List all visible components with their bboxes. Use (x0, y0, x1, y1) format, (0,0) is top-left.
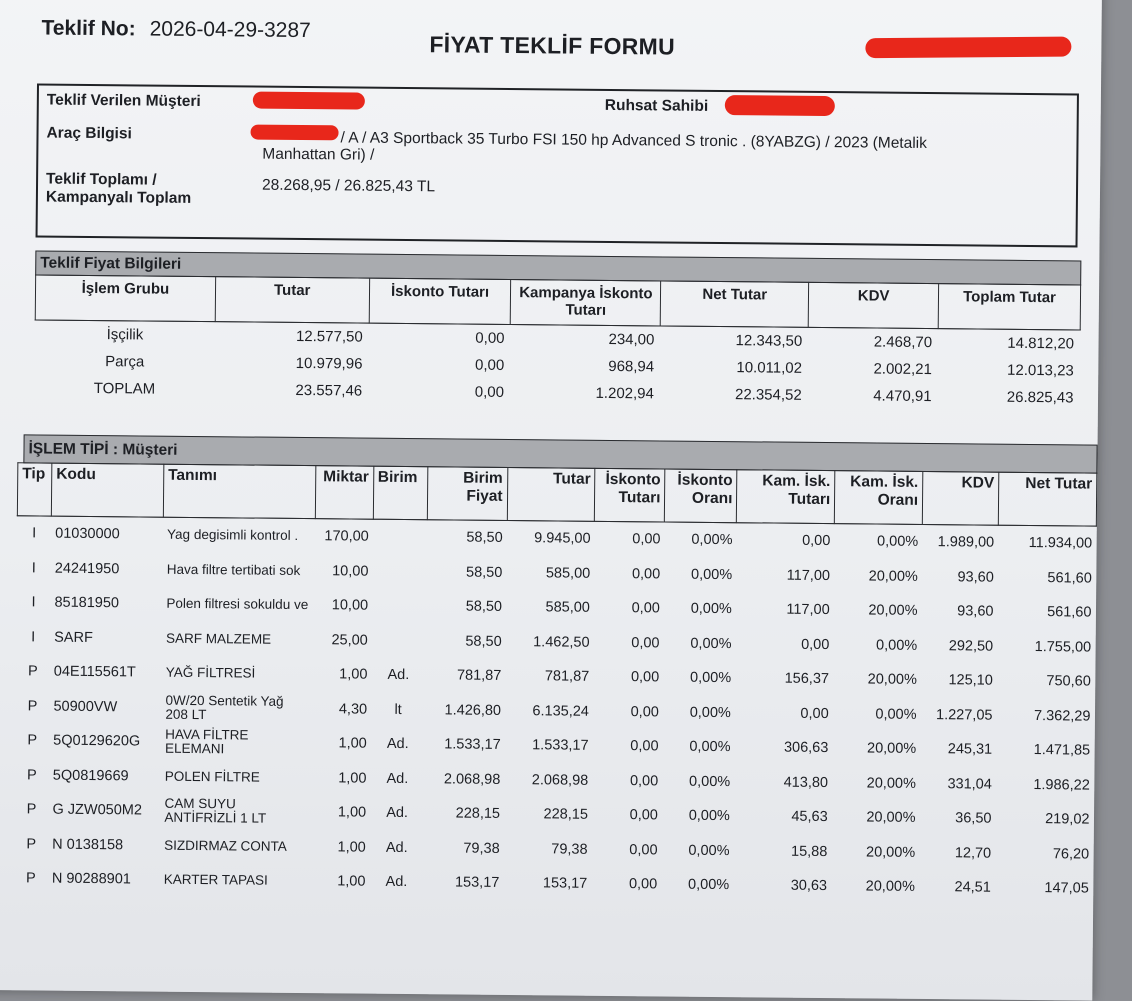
iskonto-tutari-cell: 0,00 (632, 531, 661, 548)
tutar-cell: 585,00 (545, 565, 591, 582)
net-tutar-cell: 1.986,22 (1033, 776, 1090, 794)
summary-value-cell: 23.557,46 (295, 381, 363, 400)
tutar-cell: 585,00 (545, 599, 590, 617)
birim-cell: Ad. (386, 736, 409, 753)
items-header-cell: KDV (922, 471, 998, 525)
iskonto-orani-cell: 0,00% (688, 842, 730, 859)
tutar-cell: 1.462,50 (533, 633, 590, 651)
iskonto-tutari-cell: 0,00 (630, 669, 660, 686)
net-tutar-cell: 1.471,85 (1033, 742, 1091, 759)
kodu-cell: 24241950 (54, 560, 120, 578)
kam-isk-orani-cell: 0,00% (877, 533, 919, 551)
kam-isk-orani-cell: 20,00% (868, 602, 918, 620)
kodu-cell: 50900VW (53, 698, 118, 716)
iskonto-orani-cell: 0,00% (689, 738, 731, 756)
summary-value-cell: 10.979,96 (295, 354, 363, 373)
kam-isk-orani-cell: 20,00% (868, 568, 918, 585)
tanim-cell: Yag degisimli kontrol . (167, 526, 299, 544)
birim-cell: Ad. (386, 770, 409, 787)
tip-cell: P (26, 836, 37, 853)
tanim-cell: CAM SUYU ANTİFRİZLİ 1 LT (164, 795, 267, 826)
kam-isk-orani-cell: 0,00% (876, 637, 918, 654)
birim-cell: lt (394, 701, 402, 718)
tutar-cell: 781,87 (544, 668, 590, 686)
kam-isk-tutari-cell: 117,00 (786, 567, 831, 584)
items-header-cell: Kam. İsk. Tutarı (737, 470, 835, 524)
miktar-cell: 170,00 (324, 528, 369, 545)
summary-value-cell: 14.812,20 (1007, 334, 1075, 353)
net-tutar-cell: 1.755,00 (1034, 638, 1092, 656)
tip-cell: P (27, 698, 38, 715)
kodu-cell: 5Q0819669 (52, 767, 129, 785)
tutar-cell: 9.945,00 (534, 530, 591, 548)
items-header-cell: Tip (17, 463, 51, 516)
iskonto-tutari-cell: 0,00 (629, 841, 658, 859)
kam-isk-tutari-cell: 0,00 (800, 705, 829, 722)
arac-value-line2: Manhattan Gri) / (262, 145, 375, 164)
miktar-cell: 10,00 (331, 597, 369, 614)
kam-isk-orani-cell: 20,00% (866, 809, 916, 827)
kam-isk-orani-cell: 20,00% (865, 878, 915, 896)
kdv-cell: 245,31 (947, 741, 993, 758)
miktar-cell: 1,00 (337, 873, 366, 890)
iskonto-orani-cell: 0,00% (688, 773, 731, 790)
net-tutar-cell: 147,05 (1044, 880, 1089, 897)
birim-cell: Ad. (385, 839, 408, 856)
summary-value-cell: 4.470,91 (873, 387, 932, 406)
tip-cell: I (32, 525, 37, 542)
net-tutar-cell: 561,60 (1047, 569, 1092, 587)
birim-fiyat-cell: 79,38 (463, 840, 500, 857)
kdv-cell: 93,60 (957, 569, 994, 586)
tip-cell: P (27, 663, 38, 680)
tutar-cell: 6.135,24 (532, 702, 590, 720)
kdv-cell: 24,51 (954, 879, 991, 896)
iskonto-tutari-cell: 0,00 (630, 738, 659, 755)
miktar-cell: 25,00 (331, 632, 368, 649)
iskonto-orani-cell: 0,00% (690, 601, 732, 618)
kdv-cell: 292,50 (948, 637, 994, 655)
iskonto-orani-cell: 0,00% (688, 876, 730, 894)
toplam-label-line2: Kampanyalı Toplam (45, 188, 192, 207)
kam-isk-orani-cell: 20,00% (866, 740, 917, 758)
iskonto-tutari-cell: 0,00 (629, 807, 658, 824)
tip-cell: P (27, 732, 38, 749)
summary-section-title: Teklif Fiyat Bilgileri (35, 250, 1081, 285)
tip-cell: I (31, 560, 36, 577)
tanim-cell: Polen filtresi sokuldu ve (166, 595, 309, 613)
kam-isk-tutari-cell: 45,63 (791, 808, 828, 826)
birim-fiyat-cell: 58,50 (465, 633, 502, 650)
iskonto-tutari-cell: 0,00 (629, 772, 659, 790)
summary-value-cell: 26.825,43 (1006, 388, 1074, 407)
miktar-cell: 1,00 (338, 735, 367, 752)
summary-group-cell: İşçilik (106, 326, 144, 344)
redaction-mark (725, 95, 835, 116)
summary-table (34, 274, 1081, 411)
kam-isk-tutari-cell: 15,88 (790, 843, 828, 860)
birim-fiyat-cell: 1.426,80 (444, 702, 502, 719)
summary-value-cell: 12.577,50 (295, 327, 363, 346)
items-header-cell: Kodu (51, 463, 163, 517)
net-tutar-cell: 561,60 (1047, 604, 1092, 621)
tip-cell: I (31, 629, 36, 646)
summary-value-cell: 968,94 (608, 357, 655, 376)
items-header-cell: Tanımı (163, 464, 315, 518)
items-table (13, 462, 1097, 906)
net-tutar-cell: 7.362,29 (1033, 707, 1091, 725)
summary-value-cell: 12.013,23 (1006, 361, 1074, 380)
net-tutar-cell: 11.934,00 (1028, 535, 1093, 552)
net-tutar-cell: 750,60 (1046, 673, 1091, 690)
iskonto-tutari-cell: 0,00 (631, 600, 660, 617)
birim-cell (372, 623, 426, 658)
arac-label: Araç Bilgisi (46, 124, 132, 143)
kodu-cell: 5Q0129620G (53, 732, 141, 750)
teklif-no (41, 16, 310, 43)
items-header-cell: Net Tutar (998, 472, 1096, 526)
tanim-cell: KARTER TAPASI (163, 871, 268, 888)
iskonto-orani-cell: 0,00% (689, 670, 732, 687)
summary-value-cell: 2.468,70 (873, 333, 933, 352)
iskonto-orani-cell: 0,00% (690, 635, 732, 652)
kam-isk-orani-cell: 20,00% (867, 671, 917, 689)
kam-isk-orani-cell: 20,00% (866, 775, 916, 792)
summary-value-cell: 10.011,02 (736, 359, 803, 377)
miktar-cell: 4,30 (338, 701, 368, 718)
birim-cell: Ad. (385, 874, 408, 891)
kodu-cell: 04E115561T (53, 663, 136, 681)
kam-isk-tutari-cell: 413,80 (783, 774, 829, 791)
kdv-cell: 1.227,05 (935, 706, 993, 724)
kam-isk-tutari-cell: 117,00 (786, 601, 830, 619)
tanim-cell: HAVA FİLTRE ELEMANI (164, 726, 249, 757)
summary-value-cell: 12.343,50 (735, 332, 803, 350)
birim-fiyat-cell: 58,50 (465, 564, 503, 581)
birim-cell (372, 554, 426, 589)
net-tutar-cell: 76,20 (1052, 845, 1090, 863)
summary-header-cell: Kampanya İskonto Tutarı (511, 280, 661, 326)
miktar-cell: 10,00 (332, 563, 369, 580)
tip-cell: P (25, 870, 36, 887)
kodu-cell: N 90288901 (51, 870, 131, 888)
tip-cell: P (26, 767, 37, 784)
birim-fiyat-cell: 1.533,17 (444, 736, 501, 754)
kodu-cell: 85181950 (54, 594, 120, 612)
miktar-cell: 1,00 (339, 666, 368, 683)
summary-value-cell: 234,00 (608, 330, 655, 349)
redaction-mark (250, 125, 338, 141)
summary-value-cell: 0,00 (475, 356, 505, 374)
summary-header-cell: Toplam Tutar (938, 284, 1080, 330)
kam-isk-tutari-cell: 0,00 (801, 636, 830, 653)
summary-group-cell: Parça (105, 353, 145, 371)
summary-group-cell: TOPLAM (93, 380, 156, 398)
ruhsat-label: Ruhsat Sahibi (604, 96, 709, 115)
birim-fiyat-cell: 2.068,98 (443, 771, 501, 788)
birim-fiyat-cell: 781,87 (456, 667, 502, 685)
tip-cell: I (31, 594, 36, 611)
form-title: FİYAT TEKLİF FORMU (429, 31, 676, 60)
kodu-cell: N 0138158 (52, 836, 124, 854)
summary-value-cell: 0,00 (475, 329, 505, 347)
miktar-cell: 1,00 (338, 770, 367, 787)
kam-isk-tutari-cell: 30,63 (790, 877, 828, 895)
birim-fiyat-cell: 58,50 (466, 529, 503, 547)
tanim-cell: SIZDIRMAZ CONTA (164, 837, 287, 854)
teklif-no-value: 2026-04-29-3287 (149, 17, 311, 43)
iskonto-tutari-cell: 0,00 (631, 565, 661, 583)
tanim-cell: Hava filtre tertibati sok (166, 561, 301, 578)
iskonto-tutari-cell: 0,00 (630, 703, 659, 721)
iskonto-orani-cell: 0,00% (688, 807, 730, 825)
kam-isk-orani-cell: 0,00% (875, 706, 917, 723)
miktar-cell: 1,00 (337, 804, 367, 821)
tutar-cell: 1.533,17 (532, 737, 589, 755)
kdv-cell: 36,50 (955, 810, 992, 827)
kam-isk-tutari-cell: 156,37 (784, 670, 830, 688)
summary-value-cell: 22.354,52 (734, 386, 802, 404)
birim-fiyat-cell: 228,15 (455, 805, 501, 823)
summary-header-cell: Net Tutar (661, 281, 809, 327)
kdv-cell: 12,70 (954, 845, 992, 862)
items-header-cell: İskonto Tutarı (595, 468, 665, 522)
iskonto-orani-cell: 0,00% (691, 532, 733, 549)
items-header-cell: Birim (373, 466, 427, 520)
summary-value-cell: 2.002,21 (873, 360, 932, 379)
tutar-cell: 2.068,98 (531, 771, 589, 789)
tanim-cell: SARF MALZEME (166, 630, 272, 647)
birim-cell: Ad. (387, 667, 410, 684)
summary-value-cell: 0,00 (474, 383, 505, 401)
tanim-cell: YAĞ FİLTRESİ (165, 664, 256, 681)
tutar-cell: 153,17 (542, 875, 588, 893)
birim-cell (372, 589, 426, 624)
items-header-cell: İskonto Oranı (665, 469, 737, 523)
tanim-cell: POLEN FİLTRE (164, 768, 260, 785)
kodu-cell: G JZW050M2 (52, 801, 143, 819)
summary-value-cell: 1.202,94 (595, 384, 654, 403)
redaction-mark (865, 37, 1071, 59)
musteri-label: Teklif Verilen Müşteri (46, 91, 201, 111)
iskonto-tutari-cell: 0,00 (631, 634, 660, 652)
redaction-mark (253, 92, 365, 110)
kam-isk-orani-cell: 20,00% (865, 844, 916, 861)
kdv-cell: 93,60 (957, 603, 994, 620)
summary-header-cell: Tutar (215, 277, 369, 323)
kdv-cell: 331,04 (947, 775, 992, 793)
kodu-cell: 01030000 (55, 525, 120, 543)
tip-cell: P (26, 801, 37, 818)
arac-value-line1: / A / A3 Sportback 35 Turbo FSI 150 hp Advanced S tronic . (8YABZG) / 2023 (Metalik (340, 129, 928, 153)
iskonto-orani-cell: 0,00% (689, 704, 731, 721)
birim-cell: Ad. (386, 805, 409, 822)
birim-cell (373, 519, 427, 555)
items-header-cell: Miktar (315, 466, 373, 520)
kdv-cell: 1.989,00 (937, 534, 995, 551)
customer-info-box (36, 83, 1079, 247)
net-tutar-cell: 219,02 (1045, 811, 1090, 828)
kam-isk-tutari-cell: 0,00 (802, 533, 831, 550)
kam-isk-tutari-cell: 306,63 (783, 739, 829, 757)
toplam-label-line1: Teklif Toplamı / (46, 170, 157, 189)
summary-header-cell: İskonto Tutarı (369, 278, 511, 324)
tanim-cell: 0W/20 Sentetik Yağ 208 LT (165, 692, 284, 722)
teklif-no-label: Teklif No: (41, 16, 136, 41)
items-section-title: İŞLEM TİPİ : Müşteri (23, 434, 1097, 473)
items-header-cell: Tutar (507, 467, 595, 521)
miktar-cell: 1,00 (337, 839, 366, 856)
birim-fiyat-cell: 153,17 (454, 874, 500, 892)
items-header-cell: Kam. İsk. Oranı (835, 471, 923, 525)
birim-fiyat-cell: 58,50 (465, 598, 503, 616)
summary-header-cell: KDV (808, 282, 938, 328)
kdv-cell: 125,10 (948, 672, 993, 689)
tutar-cell: 79,38 (551, 841, 588, 858)
items-header-cell: Birim Fiyat (427, 467, 507, 521)
toplam-value: 28.268,95 / 26.825,43 TL (261, 176, 436, 196)
iskonto-tutari-cell: 0,00 (628, 876, 658, 893)
summary-header-cell: İşlem Grubu (35, 275, 215, 322)
iskonto-orani-cell: 0,00% (690, 566, 733, 583)
kodu-cell: SARF (54, 629, 93, 646)
tutar-cell: 228,15 (543, 806, 589, 824)
